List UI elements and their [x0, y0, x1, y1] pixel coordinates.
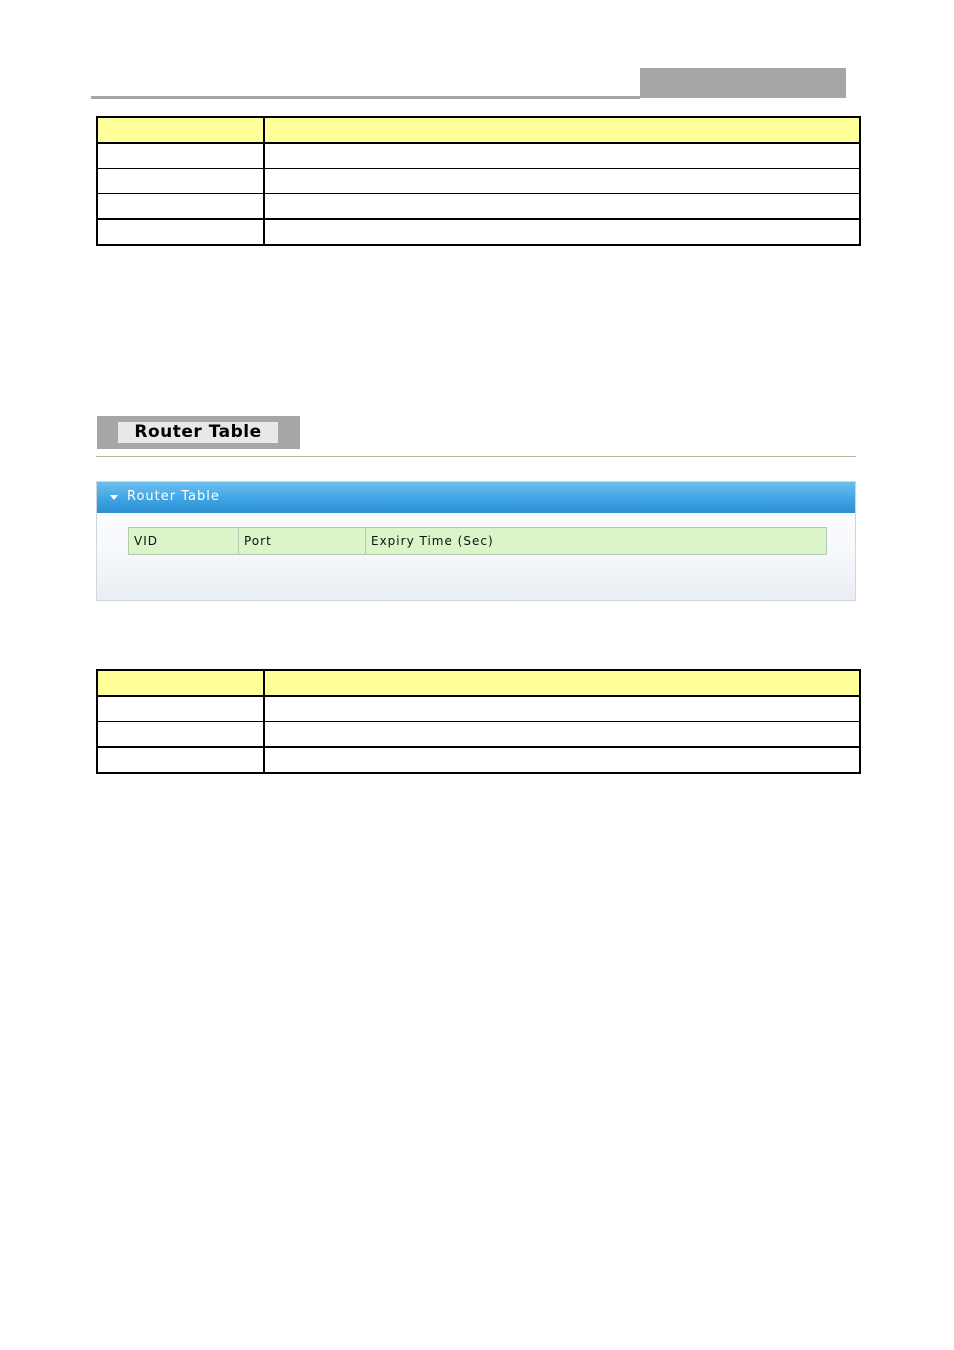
table-row [97, 169, 860, 194]
header-tab [640, 68, 846, 98]
table-row [97, 143, 860, 169]
description-table-bottom [96, 669, 861, 774]
panel-title-bar[interactable] [97, 482, 855, 513]
header-rule [91, 96, 640, 99]
section-label-text: Router Table [118, 422, 278, 443]
column-header-expiry-time[interactable]: Expiry Time (Sec) [371, 534, 494, 548]
table-row [97, 194, 860, 220]
section-label [97, 416, 300, 449]
column-header-vid[interactable]: VID [129, 528, 239, 554]
table-row [97, 722, 860, 748]
router-table-panel [96, 481, 856, 601]
collapse-arrow-icon[interactable] [110, 495, 118, 500]
column-header-port[interactable]: Port [239, 528, 366, 554]
panel-title: Router Table [127, 489, 220, 504]
table-row [97, 696, 860, 722]
router-table-header [128, 527, 827, 555]
description-table-top [96, 116, 861, 246]
table-row [97, 747, 860, 773]
table-header-row [97, 117, 860, 143]
section-divider [96, 456, 856, 457]
table-row [97, 219, 860, 245]
table-header-row [97, 670, 860, 696]
